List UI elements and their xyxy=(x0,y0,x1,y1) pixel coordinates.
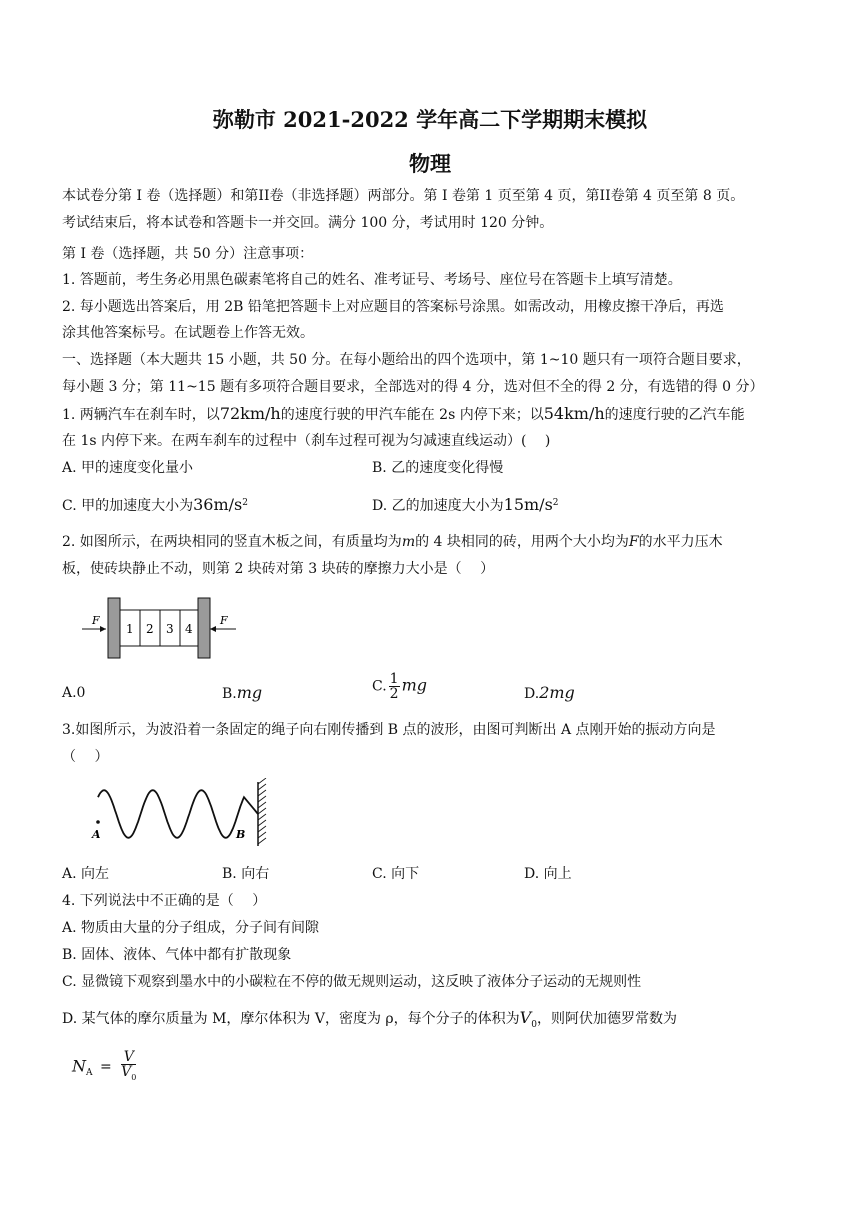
formula-numerator xyxy=(121,1050,136,1065)
q2-text: 的水平力压木 xyxy=(638,534,723,550)
formula-n-subscript: A xyxy=(86,1068,93,1079)
formula-n: N xyxy=(72,1056,86,1076)
q2-option-c-value: mg xyxy=(401,675,428,695)
avogadro-formula xyxy=(72,1050,138,1085)
q2-option-d xyxy=(524,683,575,704)
q4-option-c: C. 显微镜下观察到墨水中的小碳粒在不停的做无规则运动，这反映了液体分子运动的无规则性 xyxy=(62,974,642,990)
question-3-stem: （ ） xyxy=(62,749,109,765)
q2-force-symbol: F xyxy=(628,534,639,550)
wall-hatching xyxy=(258,778,266,844)
question-4-stem: 4. 下列说法中不正确的是（ ） xyxy=(62,893,267,909)
point-b-label: B xyxy=(236,828,246,841)
point-a-label: A xyxy=(92,828,101,841)
hatch-line xyxy=(258,778,266,784)
q2-option-b-label: B. xyxy=(222,686,237,702)
section-heading: 一、选择题（本大题共 15 小题，共 50 分。在每小题给出的四个选项中，第 1~10 题只有一项符合题目要求， xyxy=(62,352,751,368)
q4-option-d xyxy=(62,1008,802,1035)
q1-option-c-text: C. 甲的加速度大小为 xyxy=(62,498,194,514)
question-2-stem: 板，使砖块静止不动，则第 2 块砖对第 3 块砖的摩擦力大小是（ ） xyxy=(62,561,495,577)
q1-option-d-text: D. 乙的加速度大小为 xyxy=(372,498,504,514)
q1-speed-2: 54km/h xyxy=(543,404,605,423)
brick-3-label: 3 xyxy=(166,622,174,636)
q1-text: 的速度行驶的乙汽车能 xyxy=(604,407,745,423)
question-3-stem: 3.如图所示，为波沿着一条固定的绳子向右刚传播到 B 点的波形，由图可判断出 A 点刚开始的振动方向是 xyxy=(62,722,716,738)
question-1-stem: 在 1s 内停下来。在两车刹车的过程中（刹车过程可视为匀减速直线运动）( ) xyxy=(62,433,551,449)
hatch-line xyxy=(258,838,266,844)
q2-mass-symbol: m xyxy=(401,534,416,550)
right-force-label: F xyxy=(220,614,228,627)
hatch-line xyxy=(258,826,266,832)
q3-option-d: D. 向上 xyxy=(524,866,572,882)
q1-text: 1. 两辆汽车在刹车时，以 xyxy=(62,407,220,423)
q2-option-a: A.0 xyxy=(62,685,86,701)
q4-option-d-tail: ，则阿伏加德罗常数为 xyxy=(536,1011,677,1027)
intro-line: 1. 答题前，考生务必用黑色碳素笔将自己的姓名、准考证号、考场号、座位号在答题卡上填写清楚。 xyxy=(62,272,682,288)
left-force-label: F xyxy=(92,614,100,627)
hatch-line xyxy=(258,832,266,838)
q1-option-d-exponent: 2 xyxy=(552,498,559,508)
q2-option-b xyxy=(222,683,262,704)
exam-title: 弥勒市 2021-2022 学年高二下学期期末模拟 xyxy=(212,107,648,132)
intro-line: 本试卷分第 I 卷（选择题）和第II卷（非选择题）两部分。第 I 卷第 1 页至第 4 页，第II卷第 4 页至第 8 页。 xyxy=(62,188,745,204)
q1-option-c-value: 36m/s xyxy=(193,495,243,514)
q2-option-d-label: D. xyxy=(524,686,540,702)
q1-option-a: A. 甲的速度变化量小 xyxy=(62,460,194,476)
q1-option-c xyxy=(62,495,248,516)
question-2-stem xyxy=(62,532,802,552)
q1-speed-1: 72km/h xyxy=(219,404,281,423)
formula-denominator-symbol: V xyxy=(121,1064,132,1080)
point-a-dot xyxy=(96,820,100,824)
hatch-line xyxy=(258,796,266,802)
fraction-numerator: 1 xyxy=(389,671,399,687)
formula-denominator-subscript: 0 xyxy=(131,1072,137,1082)
wave-figure xyxy=(86,778,286,850)
subject-title: 物理 xyxy=(409,151,451,176)
hatch-line xyxy=(258,784,266,790)
brick-4-label: 4 xyxy=(185,622,193,636)
q3-option-c: C. 向下 xyxy=(372,866,420,882)
formula-numerator-symbol: V xyxy=(123,1049,134,1065)
formula-denominator xyxy=(121,1065,136,1085)
brick-figure xyxy=(80,594,240,664)
q3-option-a: A. 向左 xyxy=(62,866,110,882)
q4-option-a: A. 物质由大量的分子组成，分子间有间隙 xyxy=(62,920,320,936)
q2-option-d-value: 2mg xyxy=(539,683,575,702)
formula-equals: = xyxy=(99,1059,112,1076)
q4-option-b: B. 固体、液体、气体中都有扩散现象 xyxy=(62,947,292,963)
intro-line: 考试结束后，将本试卷和答题卡一并交回。满分 100 分，考试用时 120 分钟。 xyxy=(62,215,554,231)
intro-line: 2. 每小题选出答案后，用 2B 铅笔把答题卡上对应题目的答案标号涂黑。如需改动，用橡皮擦干净后，再选 xyxy=(62,299,724,315)
one-half-fraction xyxy=(389,672,400,701)
brick-1-label: 1 xyxy=(126,622,134,636)
q2-option-c xyxy=(372,672,427,701)
hatch-line xyxy=(258,802,266,808)
q1-text: 的速度行驶的甲汽车能在 2s 内停下来；以 xyxy=(280,407,544,423)
q2-option-b-value: mg xyxy=(236,683,263,702)
wave-curve xyxy=(98,790,258,838)
intro-line: 第 I 卷（选择题，共 50 分）注意事项： xyxy=(62,246,314,262)
q2-option-c-label: C. xyxy=(372,678,387,695)
q4-option-d-text: D. 某气体的摩尔质量为 M，摩尔体积为 V，密度为 ρ，每个分子的体积为 xyxy=(62,1011,520,1027)
q2-text: 2. 如图所示，在两块相同的竖直木板之间，有质量均为 xyxy=(62,534,402,550)
molecule-volume-symbol: V xyxy=(519,1008,532,1027)
hatch-line xyxy=(258,790,266,796)
brick-2-label: 2 xyxy=(146,622,154,636)
molecule-volume-subscript: 0 xyxy=(531,1019,537,1030)
section-heading: 每小题 3 分；第 11~15 题有多项符合题目要求，全部选对的得 4 分，选对但不全的得 2 分，有选错的得 0 分） xyxy=(62,379,764,395)
q1-option-d-value: 15m/s xyxy=(503,495,553,514)
hatch-line xyxy=(258,814,266,820)
fraction-denominator: 2 xyxy=(389,686,399,702)
hatch-line xyxy=(258,808,266,814)
q3-option-b: B. 向右 xyxy=(222,866,270,882)
question-1-stem xyxy=(62,404,802,425)
q1-option-b: B. 乙的速度变化得慢 xyxy=(372,460,504,476)
q1-option-d xyxy=(372,495,559,516)
formula-fraction xyxy=(121,1050,136,1085)
q1-option-c-exponent: 2 xyxy=(242,498,248,508)
hatch-line xyxy=(258,820,266,826)
q2-text: 的 4 块相同的砖，用两个大小均为 xyxy=(415,534,629,550)
intro-line: 涂其他答案标号。在试题卷上作答无效。 xyxy=(62,325,314,341)
